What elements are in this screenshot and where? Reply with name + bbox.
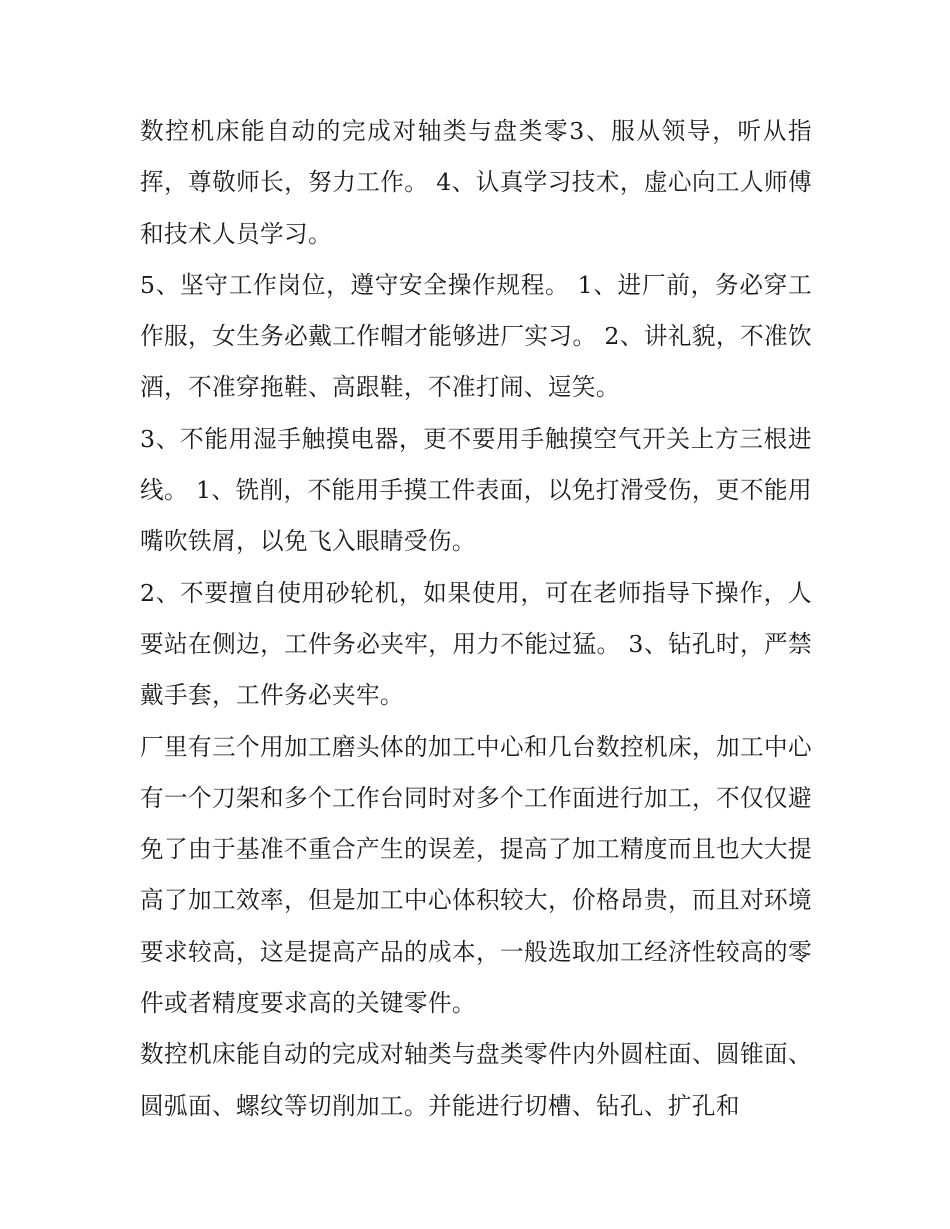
paragraph-2: 5、坚守工作岗位，遵守安全操作规程。 1、进厂前，务必穿工作服，女生务必戴工作帽才能够进厂实习。 2、讲礼貌，不准饮酒，不准穿拖鞋、高跟鞋，不准打闹、逗笑。 bbox=[140, 270, 812, 402]
paragraph-4: 2、不要擅自使用砂轮机，如果使用，可在老师指导下操作，人要站在侧边，工件务必夹牢，用力不能过猛。 3、钻孔时，严禁戴手套，工件务必夹牢。 bbox=[140, 578, 812, 710]
paragraph-1: 数控机床能自动的完成对轴类与盘类零3、服从领导，听从指挥，尊敬师长，努力工作。 4、认真学习技术，虚心向工人师傅和技术人员学习。 bbox=[140, 117, 812, 248]
paragraph-3: 3、不能用湿手触摸电器，更不要用手触摸空气开关上方三根进线。 1、铣削，不能用手摸工件表面，以免打滑受伤，更不能用嘴吹铁屑，以免飞入眼睛受伤。 bbox=[140, 424, 812, 556]
paragraph-5: 厂里有三个用加工磨头体的加工中心和几台数控机床，加工中心有一个刀架和多个工作台同时对多个工作面进行加工，不仅仅避免了由于基准不重合产生的误差，提高了加工精度而且也大大提高了加工效率，但是加工中心体积较大，价格昂贵，而且对环境要求较高，这是提高产品的成本，一般选取加工经济性较高的零件或者精度要求高的关键零件。 bbox=[140, 732, 812, 1018]
document-body bbox=[140, 106, 812, 1132]
paragraph-6: 数控机床能自动的完成对轴类与盘类零件内外圆柱面、圆锥面、圆弧面、螺纹等切削加工。并能进行切槽、钻孔、扩孔和 bbox=[140, 1040, 812, 1120]
